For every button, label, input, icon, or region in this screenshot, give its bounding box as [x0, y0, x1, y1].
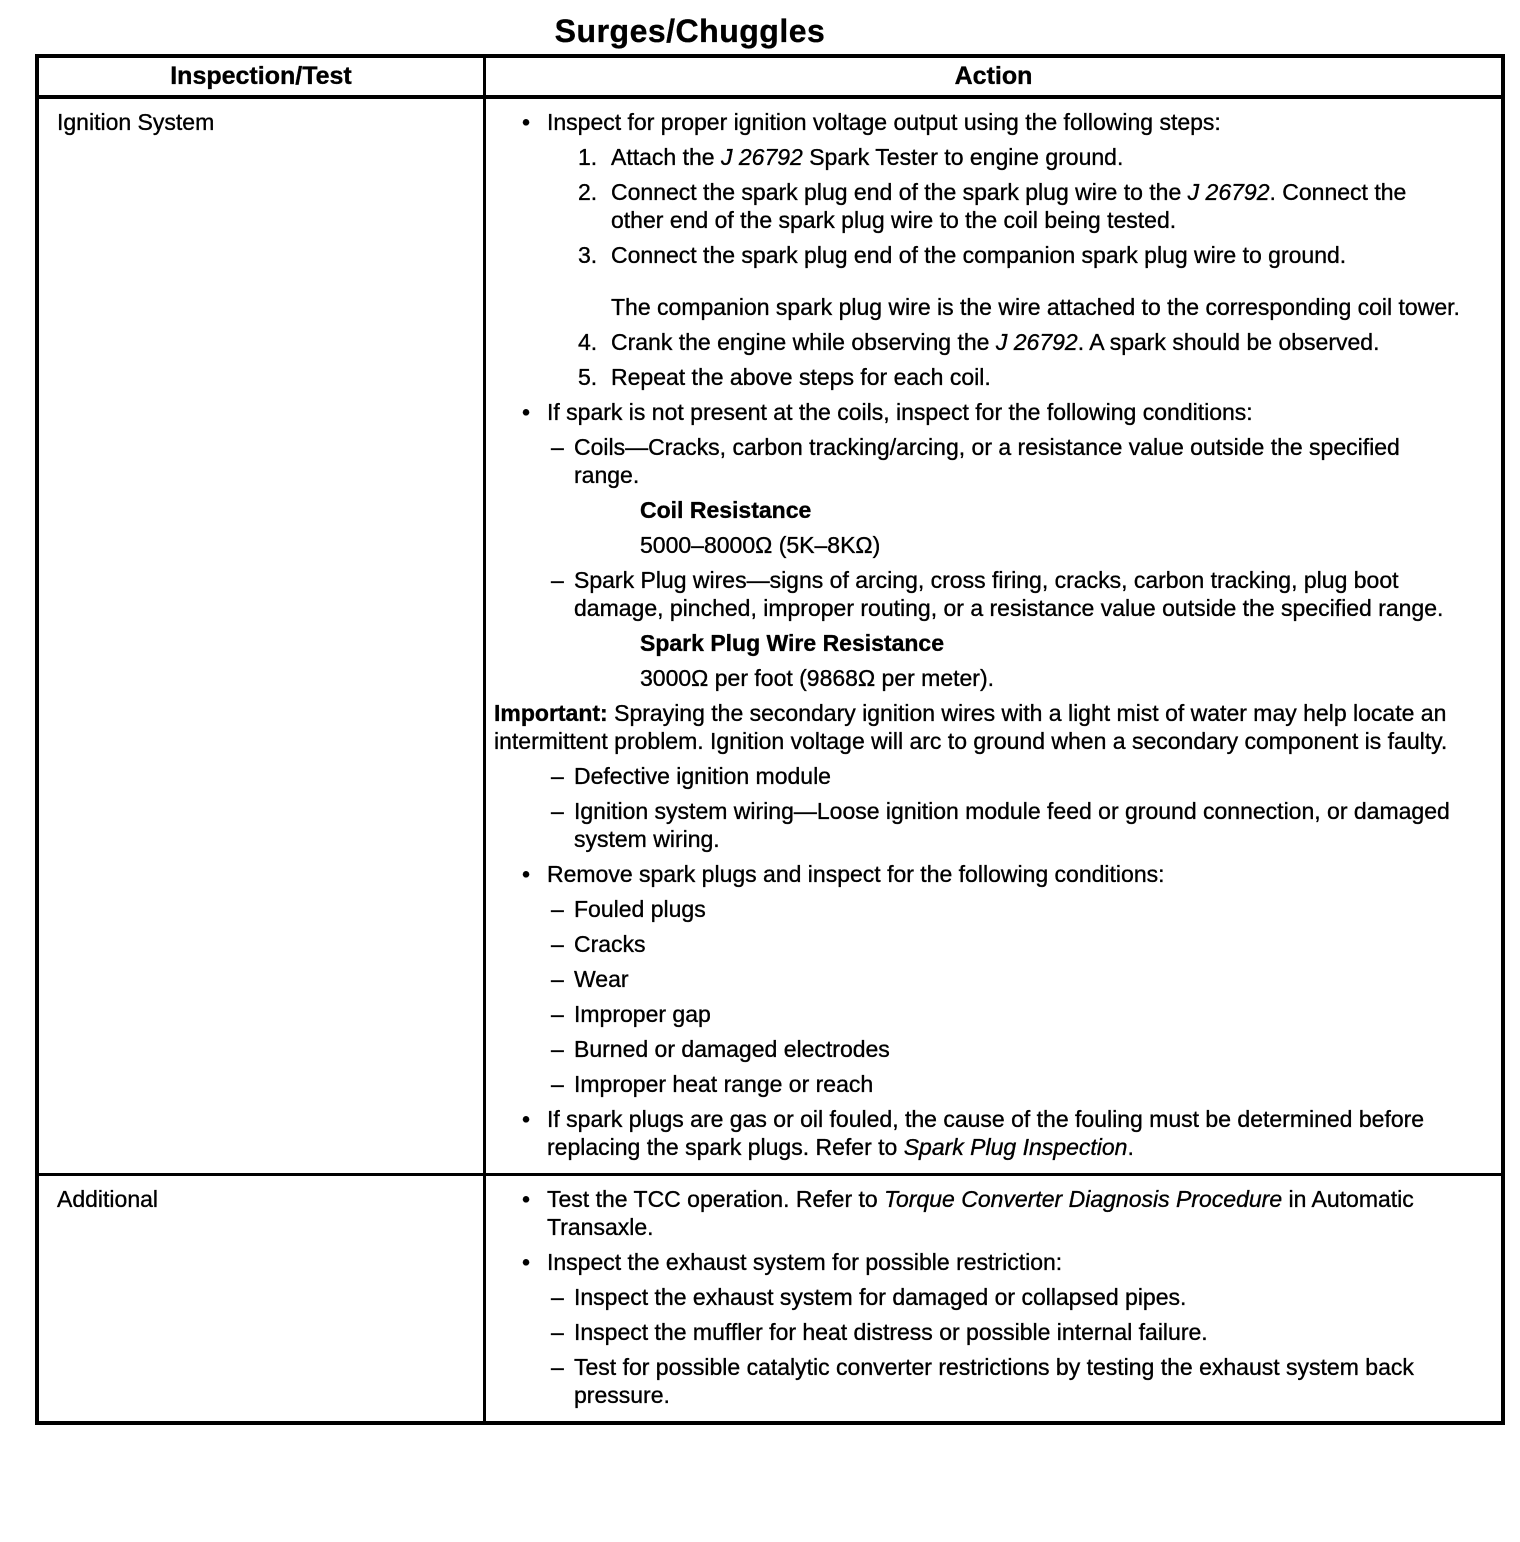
- dash-item-burned-electrodes: [494, 1035, 1461, 1063]
- spec-title-wire-resistance: Spark Plug Wire Resistance: [640, 630, 945, 656]
- dash-marker: –: [551, 434, 564, 460]
- spec-title-coil-resistance: Coil Resistance: [640, 497, 812, 523]
- companion-note: The companion spark plug wire is the wire attached to the corresponding coil tower.: [611, 294, 1460, 320]
- step-item-3: [494, 241, 1461, 269]
- step-item-5: [494, 363, 1461, 391]
- action-cell-ignition-system: [485, 97, 1504, 1175]
- bullet-marker: •: [522, 861, 531, 887]
- dash-marker: –: [551, 567, 564, 593]
- bullet-marker: •: [522, 399, 531, 425]
- bullet-item-ignition-intro: [494, 108, 1461, 136]
- bullet-item-tcc: [494, 1185, 1461, 1241]
- tool-reference: J 26792: [995, 329, 1078, 355]
- dash-marker: –: [551, 1354, 564, 1380]
- dash-marker: –: [551, 1071, 564, 1097]
- bullet-marker: •: [522, 1249, 531, 1275]
- dash-text: Test for possible catalytic converter restrictions by testing the exhaust system back pressure.: [574, 1354, 1414, 1408]
- important-note: [494, 699, 1461, 755]
- dash-text: Improper heat range or reach: [574, 1071, 874, 1097]
- dash-item-improper-gap: [494, 1000, 1461, 1028]
- dash-item-heat-range: [494, 1070, 1461, 1098]
- bullet-item-no-spark: [494, 398, 1461, 426]
- bullet-item-exhaust-intro: [494, 1248, 1461, 1276]
- step-text: Connect the spark plug end of the companion spark plug wire to ground.: [611, 242, 1347, 268]
- dash-text: Ignition system wiring—Loose ignition module feed or ground connection, or damaged system wiring.: [574, 798, 1450, 852]
- bullet-text: If spark plugs are gas or oil fouled, the cause of the fouling must be determined before replacing the spark plugs. Refer to: [547, 1106, 1425, 1160]
- dash-marker: –: [551, 763, 564, 789]
- step-item-1: [494, 143, 1461, 171]
- action-cell-additional: [485, 1175, 1504, 1424]
- dash-text: Spark Plug wires—signs of arcing, cross firing, cracks, carbon tracking, plug boot damage, pinched, improper routing, or a resistance value outside the specified range.: [574, 567, 1444, 621]
- dash-text: Coils—Cracks, carbon tracking/arcing, or a resistance value outside the specified range.: [574, 434, 1400, 488]
- dash-item-wiring-condition: [494, 797, 1461, 853]
- table-row-ignition-system: [37, 97, 1503, 1175]
- dash-text: Cracks: [574, 931, 646, 957]
- step-text: Connect the spark plug end of the spark plug wire to the: [611, 179, 1188, 205]
- bullet-text: .: [1127, 1134, 1134, 1160]
- step-number: 3.: [578, 242, 598, 268]
- step-item-2: [494, 178, 1461, 234]
- bullet-marker: •: [522, 109, 531, 135]
- bullet-text: Remove spark plugs and inspect for the following conditions:: [547, 861, 1165, 887]
- bullet-text: Inspect the exhaust system for possible restriction:: [547, 1249, 1063, 1275]
- dash-item-wear: [494, 965, 1461, 993]
- step-text: Repeat the above steps for each coil.: [611, 364, 991, 390]
- step-number: 4.: [578, 329, 598, 355]
- dash-item-catalytic-converter: [494, 1353, 1461, 1409]
- dash-item-coils-condition: [494, 433, 1461, 489]
- dash-marker: –: [551, 1319, 564, 1345]
- dash-item-muffler: [494, 1318, 1461, 1346]
- dash-text: Fouled plugs: [574, 896, 706, 922]
- bullet-marker: •: [522, 1186, 531, 1212]
- dash-marker: –: [551, 1284, 564, 1310]
- dash-marker: –: [551, 1001, 564, 1027]
- dash-item-cracks: [494, 930, 1461, 958]
- dash-marker: –: [551, 798, 564, 824]
- procedure-reference: Torque Converter Diagnosis Procedure: [884, 1186, 1283, 1212]
- bullet-text: in Automatic Transaxle.: [547, 1186, 1414, 1240]
- dash-marker: –: [551, 896, 564, 922]
- dash-item-module-condition: [494, 762, 1461, 790]
- procedure-reference: Spark Plug Inspection: [903, 1134, 1128, 1160]
- step-text: . A spark should be observed.: [1077, 329, 1380, 355]
- step-number: 1.: [578, 144, 598, 170]
- step-text: Spark Tester to engine ground.: [802, 144, 1124, 170]
- header-row: [37, 56, 1503, 97]
- page-title: Surges/Chuggles: [554, 13, 826, 49]
- dash-item-wires-condition: [494, 566, 1461, 622]
- step-text: . Connect the other end of the spark plug wire to the coil being tested.: [611, 179, 1407, 233]
- tool-reference: J 26792: [1187, 179, 1270, 205]
- spec-value-coil-resistance: 5000–8000Ω (5K–8KΩ): [640, 532, 881, 558]
- inspection-cell-additional: Additional: [37, 1175, 485, 1424]
- inspection-cell-ignition-system: Ignition System: [37, 97, 485, 1175]
- dash-marker: –: [551, 966, 564, 992]
- important-label: Important:: [494, 700, 608, 726]
- bullet-marker: •: [522, 1106, 531, 1132]
- dash-text: Defective ignition module: [574, 763, 831, 789]
- spec-value-wire-resistance: 3000Ω per foot (9868Ω per meter).: [640, 665, 995, 691]
- important-text: Spraying the secondary ignition wires with a light mist of water may help locate an intermittent problem. Ignition voltage will arc to ground when a secondary component is faulty.: [494, 700, 1448, 754]
- table-row-additional: [37, 1175, 1503, 1424]
- dash-item-fouled-plugs: [494, 895, 1461, 923]
- step-text: Crank the engine while observing the: [611, 329, 996, 355]
- bullet-text: Test the TCC operation. Refer to: [547, 1186, 885, 1212]
- diagnostic-table: [35, 54, 1505, 1425]
- bullet-item-gas-oil-fouled: [494, 1105, 1461, 1161]
- column-header-inspection-test: Inspection/Test: [37, 56, 485, 97]
- tool-reference: J 26792: [720, 144, 803, 170]
- dash-text: Wear: [574, 966, 629, 992]
- step-number: 5.: [578, 364, 598, 390]
- step-item-4: [494, 328, 1461, 356]
- dash-item-collapsed-pipes: [494, 1283, 1461, 1311]
- dash-text: Improper gap: [574, 1001, 711, 1027]
- dash-marker: –: [551, 1036, 564, 1062]
- bullet-text: Inspect for proper ignition voltage output using the following steps:: [547, 109, 1221, 135]
- dash-marker: –: [551, 931, 564, 957]
- dash-text: Inspect the exhaust system for damaged or collapsed pipes.: [574, 1284, 1187, 1310]
- step-text: Attach the: [611, 144, 721, 170]
- dash-text: Inspect the muffler for heat distress or possible internal failure.: [574, 1319, 1208, 1345]
- column-header-action: Action: [485, 56, 1504, 97]
- bullet-text: If spark is not present at the coils, inspect for the following conditions:: [547, 399, 1253, 425]
- step-number: 2.: [578, 179, 598, 205]
- bullet-item-remove-plugs: [494, 860, 1461, 888]
- dash-text: Burned or damaged electrodes: [574, 1036, 890, 1062]
